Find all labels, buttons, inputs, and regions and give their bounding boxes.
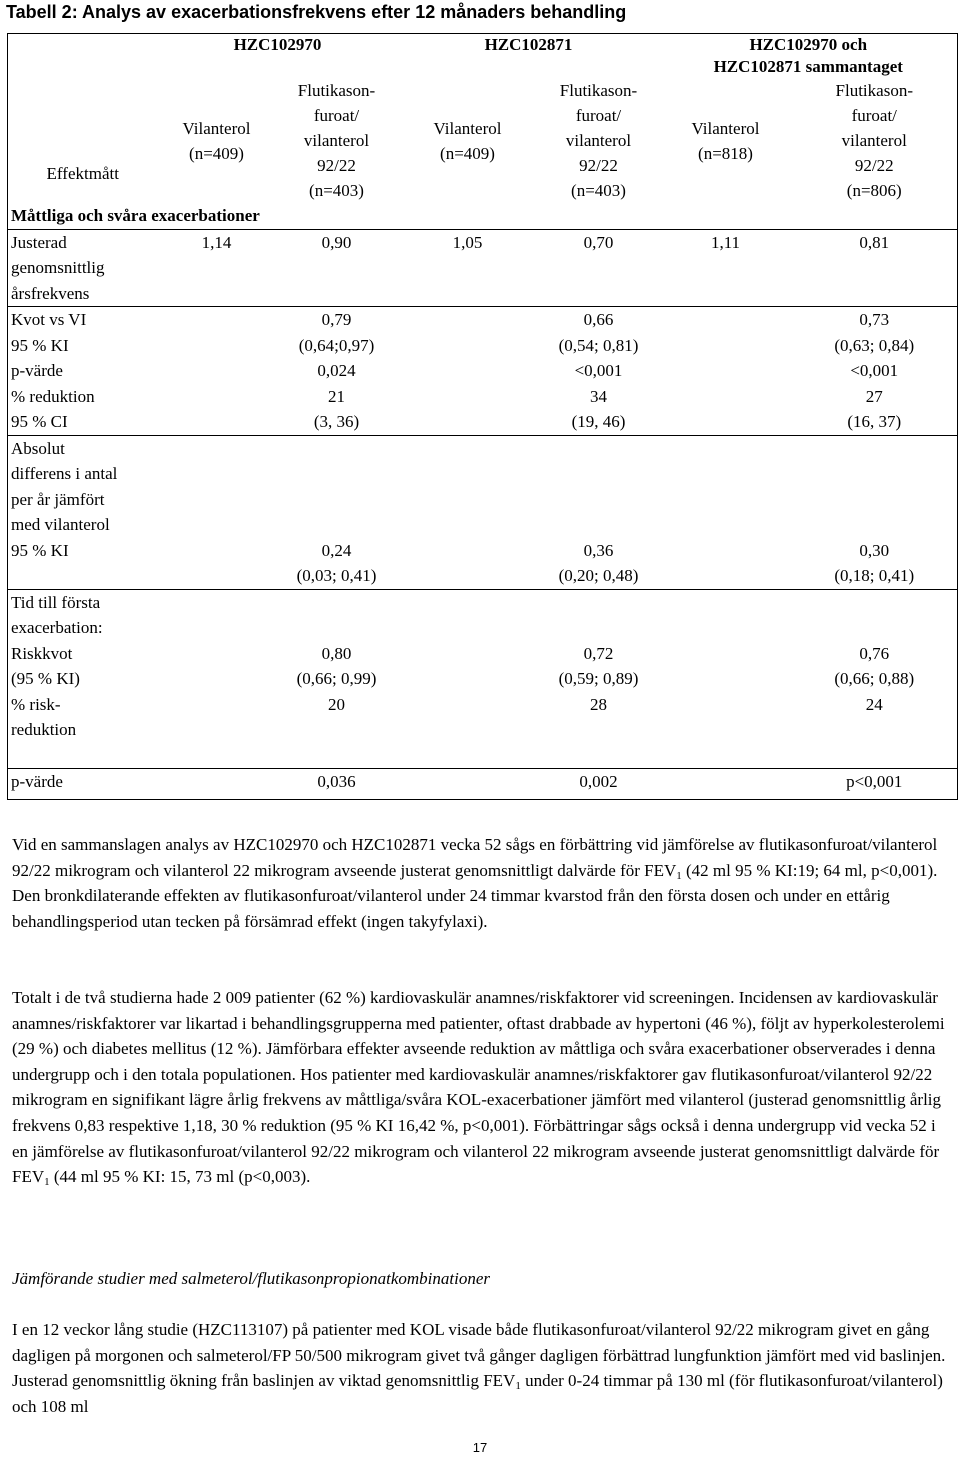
cell-value: 0,79 (0,64;0,97) 0,024 21 (3, 36) (276, 307, 398, 436)
col-vilanterol-2: Vilanterol (n=409) (433, 118, 502, 163)
cell-value: 0,70 (538, 229, 660, 307)
cell-value: 0,76 (0,66; 0,88) 24 (792, 589, 958, 769)
cell-value: 0,80 (0,66; 0,99) 20 (276, 589, 398, 769)
paragraph-hzc113107: I en 12 veckor lång studie (HZC113107) på patienter med KOL visade både flutikasonfuroat/vilanterol 92/22 mikrogram givet en gång dagligen på morgonen och salmeterol/FP 50/500 mikrogram givet två gånger dagligen förbättrad lungfunktion jämfört med vid baslinjen. Justerad genomsnittlig ökning från baslinjen av viktad genomsnittlig $FEV_1$ under 0-24 timmar på 130 ml (för flutikasonfuroat/vilanterol) och 108 ml (12, 1320, 946, 1416)
col-ff-vi-2: Flutikason- furoat/ vilanterol 92/22 (n=403) (559, 81, 638, 200)
table-row-time (8, 589, 958, 769)
section-row (8, 203, 958, 229)
cell-value: 1,05 (398, 229, 538, 307)
cell-value: 0,73 (0,63; 0,84) <0,001 27 (16, 37) (792, 307, 958, 436)
exacerbation-table (7, 33, 957, 819)
row-label-rate: Justerad genomsnittlig årsfrekvens (8, 229, 158, 307)
cell-value: 0,30 (0,18; 0,41) (792, 435, 958, 589)
table-row-absolute (8, 435, 958, 589)
row-label-time: Tid till första exacerbation: Riskkvot (95 % KI) % risk- reduktion (8, 589, 158, 769)
cell-value: p<0,001 (792, 769, 958, 800)
col-ff-vi-1: Flutikason- furoat/ vilanterol 92/22 (n=403) (297, 81, 376, 200)
table-row-pvalue (8, 769, 958, 800)
table-caption: Tabell 2: Analys av exacerbationsfrekvens efter 12 månaders behandling (6, 2, 627, 22)
col-vilanterol-3: Vilanterol (n=818) (691, 118, 760, 163)
row-label-pvalue: p-värde (8, 769, 158, 800)
paragraph-cardiovascular: Totalt i de två studierna hade 2 009 patienter (62 %) kardiovaskulär anamnes/riskfaktorer vid screeningen. Incidensen av kardiovaskulär anamnes/riskfaktorer var likartad i behandlingsgrupperna med patienter, oftast drabbade av hypertoni (46 %), följt av hyperkolesterolemi (29 %) och diabetes mellitus (12 %). Jämförbara effekter avseende reduktion av måttliga och svåra exacerbationer observerades i denna undergrupp och i den totala populationen. Hos patienter med kardiovaskulär anamnes/riskfaktorer gav flutikasonfuroat/vilanterol 92/22 mikrogram en signifikant lägre årlig frekvens av måttliga/svåra KOL-exacerbationer jämfört med vilanterol (justerad genomsnittlig årlig frekvens 0,83 respektive 1,18, 30 % reduktion (95 % KI 16,42 %, p<0,001). Förbättringar sågs också i denna undergrupp vid vecka 52 i en jämförelse av flutikasonfuroat/vilanterol 92/22 mikrogram och vilanterol 22 mikrogram avseende justerat genomsnittligt dalvärde för $FEV_1$ (44 ml 95 % KI: 15, 73 ml (p<0,003). (12, 988, 945, 1189)
study-group-header-row (8, 34, 958, 79)
cell-value: 0,24 (0,03; 0,41) (276, 435, 398, 589)
results-table (7, 33, 958, 800)
col-ff-vi-3: Flutikason- furoat/ vilanterol 92/22 (n=806) (835, 81, 913, 200)
effect-measure-header: Effektmått (46, 164, 119, 183)
section-heading: Måttliga och svåra exacerbationer (11, 206, 260, 225)
cell-value: 0,36 (0,20; 0,48) (538, 435, 660, 589)
col-vilanterol-1: Vilanterol (n=409) (182, 118, 251, 163)
row-label-absolute: Absolut differens i antal per år jämfört med vilanterol 95 % KI (8, 435, 158, 589)
cell-value: 0,81 (792, 229, 958, 307)
page-number: 17 (472, 1440, 488, 1455)
cell-value: 0,036 (276, 769, 398, 800)
table-row-ratio (8, 307, 958, 436)
group-combined: HZC102970 och HZC102871 sammantaget (713, 35, 903, 76)
row-label-ratio: Kvot vs VI 95 % KI p-värde % reduktion 95 % CI (8, 307, 158, 436)
section-heading-comparative: Jämförande studier med salmeterol/flutikasonpropionatkombinationer (12, 1269, 491, 1288)
cell-value: 1,14 (158, 229, 276, 307)
paragraph-pooled-analysis: Vid en sammanslagen analys av HZC102970 och HZC102871 vecka 52 sågs en förbättring vid jämförelse av flutikasonfuroat/vilanterol 92/22 mikrogram och vilanterol 22 mikrogram avseende justerat genomsnittligt dalvärde för $FEV_1$ (42 ml 95 % KI:19; 64 ml, p<0,001). Den bronkdilaterande effekten av flutikasonfuroat/vilanterol under 24 timmar kvarstod från den första dosen och under en ettårig behandlingsperiod utan tecken på försämrad effekt (ingen takyfylaxi). (12, 835, 938, 931)
cell-value: 0,72 (0,59; 0,89) 28 (538, 589, 660, 769)
cell-value: 1,11 (660, 229, 792, 307)
table-row-rate (8, 229, 958, 307)
cell-value: 0,66 (0,54; 0,81) <0,001 34 (19, 46) (538, 307, 660, 436)
group-hzc102970: HZC102970 (233, 35, 322, 54)
cell-value: 0,90 (276, 229, 398, 307)
cell-value: 0,002 (538, 769, 660, 800)
group-hzc102871: HZC102871 (484, 35, 573, 54)
